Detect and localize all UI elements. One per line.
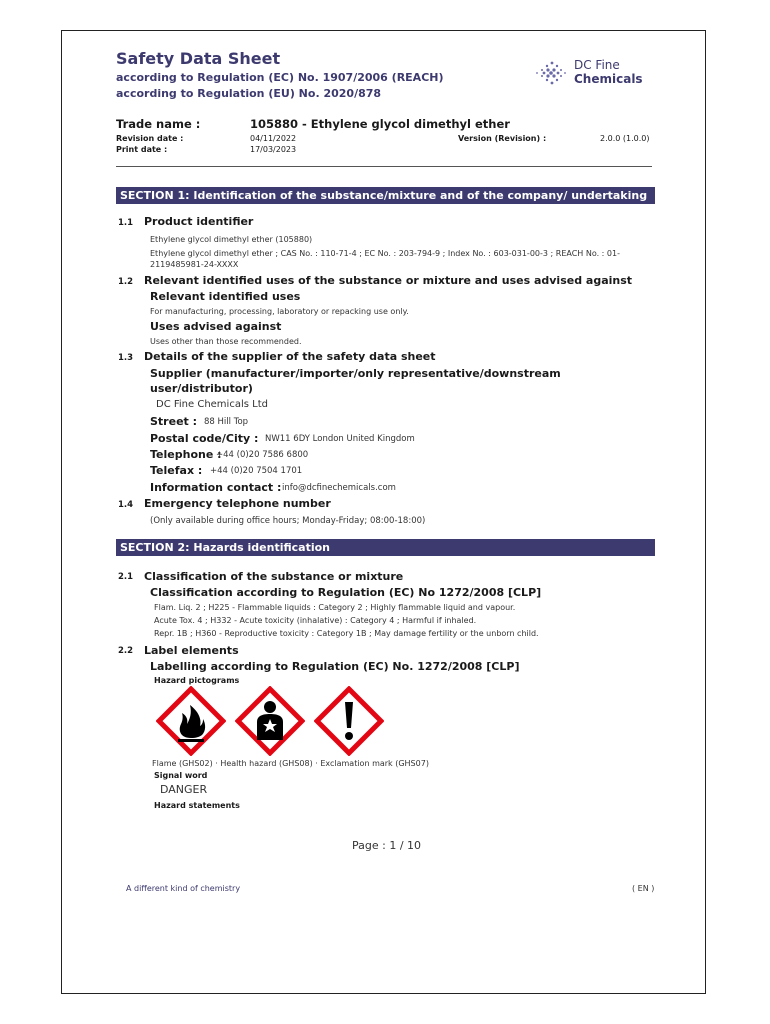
section-1-1-title: Product identifier [144,215,254,228]
signal-word-value: DANGER [160,783,208,796]
exclamation-mark-icon [314,686,384,756]
postal-city-label: Postal code/City : [150,432,259,445]
section-2-header: SECTION 2: Hazards identification [116,539,655,556]
clp-labelling-heading: Labelling according to Regulation (EC) No. 1272/2008 [CLP] [150,660,520,673]
version-label: Version (Revision) : [458,134,547,143]
section-1-header: SECTION 1: Identification of the substance/mixture and of the company/ undertaking [116,187,655,204]
footer-language: ( EN ) [632,884,655,893]
hazard-pictograms-label: Hazard pictograms [154,676,240,685]
revision-date-label: Revision date : [116,134,184,143]
emergency-phone-text: (Only available during office hours; Monday-Friday; 08:00-18:00) [150,516,426,526]
section-2-1-title: Classification of the substance or mixture [144,570,404,583]
print-date-value: 17/03/2023 [250,145,297,154]
print-date-label: Print date : [116,145,168,154]
section-2-2-title: Label elements [144,644,239,657]
relevant-uses-text: For manufacturing, processing, laboratory or repacking use only. [150,307,409,316]
section-1-3-number: 1.3 [118,353,134,363]
telefax-label: Telefax : [150,464,203,477]
section-1-4-number: 1.4 [118,500,134,510]
section-1-4-title: Emergency telephone number [144,497,331,510]
product-identifier-line-3: 2119485981-24-XXXX [150,260,239,269]
uses-advised-against-heading: Uses advised against [150,320,282,333]
sds-page [61,30,706,994]
regulation-line-1: according to Regulation (EC) No. 1907/2006 (REACH) [116,71,444,84]
trade-name-label: Trade name : [116,117,201,131]
document-title: Safety Data Sheet [116,49,281,68]
section-2-2-number: 2.2 [118,646,134,656]
flame-icon [156,686,226,756]
page-number: Page : 1 / 10 [352,839,422,852]
information-contact-email-link[interactable]: info@dcfinechemicals.com [282,483,396,493]
uses-advised-against-text: Uses other than those recommended. [150,337,302,346]
trade-name-value: 105880 - Ethylene glycol dimethyl ether [250,117,510,131]
street-label: Street : [150,415,198,428]
logo-text-line-2: Chemicals [574,72,643,86]
header-divider [116,166,652,167]
supplier-heading-line-2: user/distributor) [150,382,253,395]
hazard-statements-label: Hazard statements [154,801,240,810]
telefax-value: +44 (0)20 7504 1701 [210,466,303,476]
section-1-1-number: 1.1 [118,218,134,228]
information-contact-label: Information contact : [150,481,282,494]
version-value: 2.0.0 (1.0.0) [600,134,650,143]
supplier-heading-line-1: Supplier (manufacturer/importer/only representative/downstream [150,367,561,380]
product-identifier-line-1: Ethylene glycol dimethyl ether (105880) [150,235,313,244]
supplier-company-name: DC Fine Chemicals Ltd [156,399,268,410]
classification-line-2: Acute Tox. 4 ; H332 - Acute toxicity (inhalative) : Category 4 ; Harmful if inhaled. [154,616,477,625]
pictogram-caption: Flame (GHS02) · Health hazard (GHS08) · Exclamation mark (GHS07) [152,759,429,768]
section-1-3-title: Details of the supplier of the safety data sheet [144,350,436,363]
relevant-uses-heading: Relevant identified uses [150,290,301,303]
revision-date-value: 04/11/2022 [250,134,297,143]
telephone-value: +44 (0)20 7586 6800 [216,450,309,460]
footer-tagline: A different kind of chemistry [126,884,241,893]
regulation-line-2: according to Regulation (EU) No. 2020/878 [116,87,382,100]
classification-line-3: Repr. 1B ; H360 - Reproductive toxicity : Category 1B ; May damage fertility or the unborn child. [154,629,539,638]
dc-fine-logo-icon [534,59,570,87]
section-1-2-number: 1.2 [118,277,134,287]
signal-word-label: Signal word [154,771,208,780]
section-1-2-title: Relevant identified uses of the substance or mixture and uses advised against [144,274,633,287]
clp-classification-heading: Classification according to Regulation (EC) No 1272/2008 [CLP] [150,586,542,599]
classification-line-1: Flam. Liq. 2 ; H225 - Flammable liquids : Category 2 ; Highly flammable liquid and vapour. [154,603,516,612]
health-hazard-icon [235,686,305,756]
street-value: 88 Hill Top [204,417,249,427]
logo-text-line-1: DC Fine [574,58,620,72]
section-2-1-number: 2.1 [118,572,134,582]
telephone-label: Telephone : [150,448,222,461]
postal-city-value: NW11 6DY London United Kingdom [265,434,415,444]
product-identifier-line-2: Ethylene glycol dimethyl ether ; CAS No. : 110-71-4 ; EC No. : 203-794-9 ; Index No. : 603-031-00-3 ; REACH No. : 01- [150,249,620,258]
